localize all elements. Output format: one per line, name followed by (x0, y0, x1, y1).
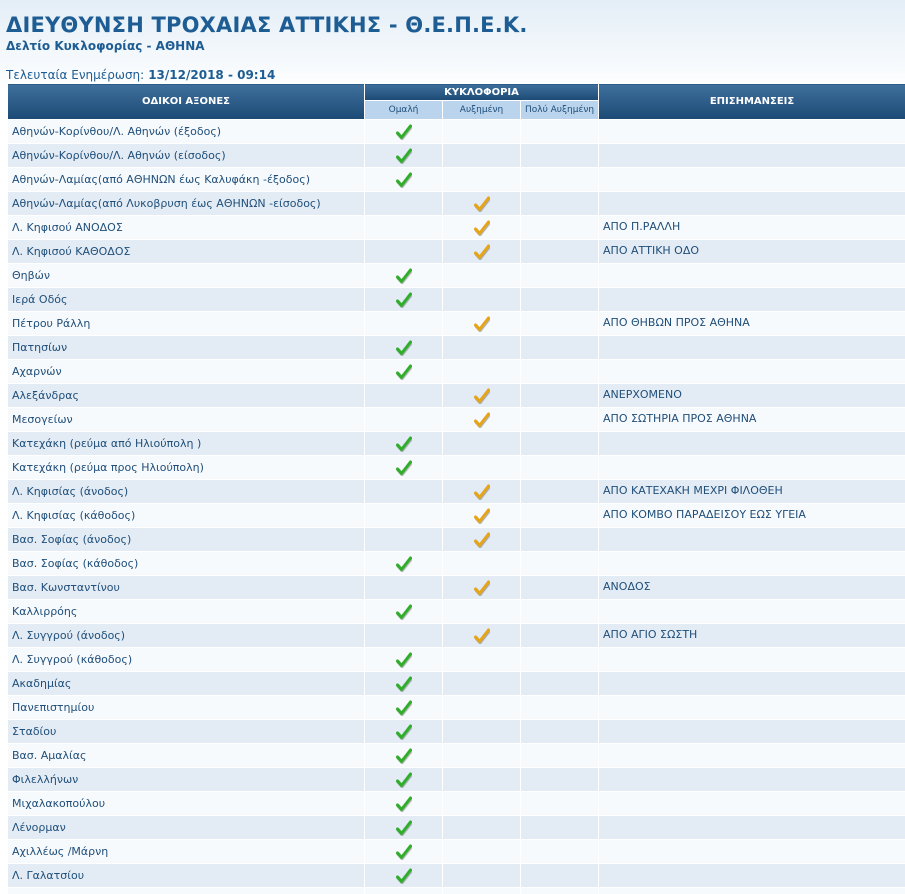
traffic-level-cell (443, 144, 521, 168)
traffic-level-cell (521, 552, 599, 576)
green-check-icon (396, 340, 412, 356)
road-name: Πανεπιστημίου (8, 696, 365, 720)
traffic-level-cell (443, 624, 521, 648)
table-row (8, 552, 905, 576)
table-row (8, 120, 905, 144)
traffic-level-cell (443, 792, 521, 816)
traffic-level-cell (521, 192, 599, 216)
road-note (599, 168, 905, 192)
traffic-level-cell (443, 840, 521, 864)
table-row (8, 576, 905, 600)
road-note (599, 720, 905, 744)
table-row (8, 528, 905, 552)
traffic-level-cell (365, 648, 443, 672)
traffic-level-cell (443, 240, 521, 264)
road-name: Βασ. Σοφίας (κάθοδος) (8, 552, 365, 576)
page-subtitle: Δελτίο Κυκλοφορίας - ΑΘΗΝΑ (6, 39, 205, 53)
road-name: Ιερά Οδός (8, 288, 365, 312)
traffic-level-cell (521, 240, 599, 264)
table-row (8, 288, 905, 312)
road-note (599, 600, 905, 624)
last-updated-value: 13/12/2018 - 09:14 (148, 68, 276, 82)
road-name: Βασ. Σοφίας (άνοδος) (8, 528, 365, 552)
traffic-level-cell (365, 672, 443, 696)
table-row (8, 408, 905, 432)
road-name: Πατησίων (8, 336, 365, 360)
road-note: ΑΠΟ ΑΤΤΙΚΗ ΟΔΟ (599, 240, 905, 264)
road-name: Αλεξάνδρας (8, 384, 365, 408)
orange-check-icon (474, 484, 490, 500)
traffic-level-cell (443, 768, 521, 792)
table-row (8, 672, 905, 696)
road-note (599, 792, 905, 816)
green-check-icon (396, 748, 412, 764)
traffic-level-cell (365, 696, 443, 720)
green-check-icon (396, 676, 412, 692)
traffic-level-cell (521, 744, 599, 768)
orange-check-icon (474, 196, 490, 212)
road-name: Βασ. Κωνσταντίνου (8, 576, 365, 600)
green-check-icon (396, 292, 412, 308)
traffic-level-cell (443, 744, 521, 768)
orange-check-icon (474, 412, 490, 428)
column-header-traffic: ΚΥΚΛΟΦΟΡΙΑ (365, 84, 599, 101)
traffic-table-header (8, 84, 905, 120)
table-row (8, 264, 905, 288)
road-note (599, 672, 905, 696)
road-note (599, 288, 905, 312)
traffic-level-cell (365, 720, 443, 744)
traffic-level-cell (443, 288, 521, 312)
road-name: Λ. Κηφισού ΑΝΟΔΟΣ (8, 216, 365, 240)
traffic-level-cell (521, 696, 599, 720)
table-row (8, 720, 905, 744)
green-check-icon (396, 772, 412, 788)
traffic-level-cell (521, 408, 599, 432)
traffic-level-cell (365, 552, 443, 576)
traffic-level-cell (365, 216, 443, 240)
road-note (599, 336, 905, 360)
traffic-level-cell (365, 456, 443, 480)
table-row (8, 744, 905, 768)
traffic-level-cell (521, 144, 599, 168)
traffic-level-cell (443, 120, 521, 144)
road-note (599, 528, 905, 552)
road-name: Καλλιρρόης (8, 600, 365, 624)
traffic-level-cell (521, 336, 599, 360)
traffic-level-cell (365, 576, 443, 600)
road-note (599, 264, 905, 288)
road-note (599, 696, 905, 720)
green-check-icon (396, 868, 412, 884)
traffic-level-cell (521, 312, 599, 336)
road-name: Αθηνών-Κορίνθου/Λ. Αθηνών (έξοδος) (8, 120, 365, 144)
traffic-level-cell (365, 504, 443, 528)
table-row (8, 816, 905, 840)
road-name: Αχιλλέως /Μάρνη (8, 840, 365, 864)
table-row (8, 336, 905, 360)
orange-check-icon (474, 580, 490, 596)
green-check-icon (396, 604, 412, 620)
table-row (8, 840, 905, 864)
road-note (599, 816, 905, 840)
table-row (8, 168, 905, 192)
traffic-level-cell (365, 192, 443, 216)
table-row (8, 240, 905, 264)
traffic-level-cell (365, 744, 443, 768)
road-name: Λ. Κηφισίας (άνοδος) (8, 480, 365, 504)
traffic-level-cell (365, 336, 443, 360)
table-row (8, 192, 905, 216)
road-note (599, 888, 905, 894)
traffic-level-cell (521, 672, 599, 696)
table-row (8, 696, 905, 720)
green-check-icon (396, 820, 412, 836)
column-header-normal: Ομαλή (365, 101, 443, 120)
traffic-level-cell (443, 360, 521, 384)
orange-check-icon (474, 244, 490, 260)
road-name: Μιχαλακοπούλου (8, 792, 365, 816)
traffic-level-cell (365, 144, 443, 168)
traffic-level-cell (365, 528, 443, 552)
road-note: ΑΠΟ ΑΓΙΟ ΣΩΣΤΗ (599, 624, 905, 648)
road-note (599, 192, 905, 216)
green-check-icon (396, 172, 412, 188)
road-note (599, 864, 905, 888)
orange-check-icon (474, 628, 490, 644)
traffic-level-cell (365, 624, 443, 648)
orange-check-icon (474, 220, 490, 236)
traffic-level-cell (365, 792, 443, 816)
orange-check-icon (474, 388, 490, 404)
traffic-level-cell (521, 840, 599, 864)
traffic-level-cell (521, 864, 599, 888)
traffic-level-cell (521, 432, 599, 456)
traffic-level-cell (443, 408, 521, 432)
table-row (8, 216, 905, 240)
green-check-icon (396, 460, 412, 476)
traffic-level-cell (365, 408, 443, 432)
traffic-level-cell (521, 624, 599, 648)
road-note: ΑΠΟ ΚΟΜΒΟ ΠΑΡΑΔΕΙΣΟΥ ΕΩΣ ΥΓΕΙΑ (599, 504, 905, 528)
traffic-level-cell (521, 120, 599, 144)
road-name: Αθηνών-Λαμίας(από ΑΘΗΝΩΝ έως Καλυφάκη -έξοδος) (8, 168, 365, 192)
road-name: Σταδίου (8, 720, 365, 744)
road-name: Λένορμαν (8, 816, 365, 840)
traffic-level-cell (521, 168, 599, 192)
traffic-level-cell (521, 216, 599, 240)
road-name: Αθηνών-Κορίνθου/Λ. Αθηνών (είσοδος) (8, 144, 365, 168)
table-row (8, 480, 905, 504)
traffic-level-cell (521, 384, 599, 408)
road-name: Λ. Συγγρού (άνοδος) (8, 624, 365, 648)
traffic-level-cell (443, 312, 521, 336)
road-name: Λ. Γαλατσίου (8, 864, 365, 888)
traffic-level-cell (443, 192, 521, 216)
traffic-level-cell (443, 648, 521, 672)
traffic-level-cell (443, 168, 521, 192)
table-row (8, 432, 905, 456)
table-row (8, 456, 905, 480)
traffic-level-cell (365, 360, 443, 384)
table-row (8, 864, 905, 888)
traffic-level-cell (443, 576, 521, 600)
traffic-table (7, 83, 905, 894)
traffic-level-cell (365, 168, 443, 192)
table-row (8, 600, 905, 624)
traffic-level-cell (521, 480, 599, 504)
road-name: Θηβών (8, 264, 365, 288)
traffic-level-cell (521, 720, 599, 744)
table-row (8, 504, 905, 528)
traffic-level-cell (443, 432, 521, 456)
traffic-level-cell (365, 432, 443, 456)
traffic-level-cell (365, 480, 443, 504)
traffic-level-cell (443, 552, 521, 576)
column-header-very-increased: Πολύ Αυξημένη (521, 101, 599, 120)
traffic-level-cell (521, 816, 599, 840)
traffic-level-cell (365, 288, 443, 312)
column-header-notes: ΕΠΙΣΗΜΑΝΣΕΙΣ (599, 84, 905, 120)
table-row (8, 888, 905, 894)
road-name: Βασ. Αμαλίας (8, 744, 365, 768)
road-note (599, 456, 905, 480)
road-note (599, 432, 905, 456)
traffic-level-cell (521, 888, 599, 894)
traffic-level-cell (365, 240, 443, 264)
road-name: Φιλελλήνων (8, 768, 365, 792)
column-header-roads: ΟΔΙΚΟΙ ΑΞΟΝΕΣ (8, 84, 365, 120)
orange-check-icon (474, 532, 490, 548)
table-row (8, 144, 905, 168)
orange-check-icon (474, 508, 490, 524)
traffic-level-cell (365, 384, 443, 408)
road-note (599, 744, 905, 768)
traffic-level-cell (365, 816, 443, 840)
road-name: Πέτρου Ράλλη (8, 312, 365, 336)
table-row (8, 312, 905, 336)
green-check-icon (396, 436, 412, 452)
green-check-icon (396, 268, 412, 284)
table-row (8, 624, 905, 648)
last-updated-label: Τελευταία Ενημέρωση: (6, 68, 145, 82)
traffic-level-cell (521, 576, 599, 600)
traffic-level-cell (443, 480, 521, 504)
traffic-level-cell (443, 216, 521, 240)
traffic-level-cell (443, 384, 521, 408)
traffic-level-cell (365, 768, 443, 792)
traffic-level-cell (443, 864, 521, 888)
page-title: ΔΙΕΥΘΥΝΣΗ ΤΡΟΧΑΙΑΣ ΑΤΤΙΚΗΣ - Θ.Ε.Π.Ε.Κ. (6, 13, 528, 37)
road-note (599, 768, 905, 792)
traffic-level-cell (443, 336, 521, 360)
green-check-icon (396, 364, 412, 380)
green-check-icon (396, 724, 412, 740)
road-note (599, 120, 905, 144)
traffic-level-cell (443, 672, 521, 696)
traffic-level-cell (443, 528, 521, 552)
traffic-level-cell (365, 120, 443, 144)
road-name: Αχαρνών (8, 360, 365, 384)
road-name: Λ. Κηφισίας (κάθοδος) (8, 504, 365, 528)
road-note (599, 648, 905, 672)
last-updated (6, 68, 275, 82)
road-note: ΑΠΟ ΚΑΤΕΧΑΚΗ ΜΕΧΡΙ ΦΙΛΟΘΕΗ (599, 480, 905, 504)
table-row (8, 768, 905, 792)
traffic-level-cell (521, 600, 599, 624)
road-name: Ακαδημίας (8, 672, 365, 696)
road-note: ΑΠΟ Π.ΡΑΛΛΗ (599, 216, 905, 240)
traffic-level-cell (521, 792, 599, 816)
traffic-level-cell (521, 768, 599, 792)
traffic-level-cell (521, 504, 599, 528)
traffic-level-cell (365, 600, 443, 624)
road-note (599, 840, 905, 864)
traffic-level-cell (521, 456, 599, 480)
road-name: Λ. Συγγρού (κάθοδος) (8, 648, 365, 672)
road-name: Κατεχάκη (ρεύμα προς Ηλιούπολη) (8, 456, 365, 480)
traffic-level-cell (443, 264, 521, 288)
road-note (599, 144, 905, 168)
traffic-level-cell (521, 528, 599, 552)
road-name: Κατεχάκη (ρεύμα από Ηλιούπολη ) (8, 432, 365, 456)
table-row (8, 792, 905, 816)
green-check-icon (396, 700, 412, 716)
road-note (599, 552, 905, 576)
road-name: Λ. Κηφισού ΚΑΘΟΔΟΣ (8, 240, 365, 264)
table-row (8, 360, 905, 384)
road-note: ΑΠΟ ΘΗΒΩΝ ΠΡΟΣ ΑΘΗΝΑ (599, 312, 905, 336)
green-check-icon (396, 796, 412, 812)
green-check-icon (396, 148, 412, 164)
traffic-level-cell (443, 600, 521, 624)
traffic-level-cell (521, 264, 599, 288)
traffic-level-cell (365, 264, 443, 288)
green-check-icon (396, 556, 412, 572)
table-row (8, 384, 905, 408)
traffic-level-cell (443, 816, 521, 840)
green-check-icon (396, 124, 412, 140)
green-check-icon (396, 844, 412, 860)
traffic-level-cell (365, 840, 443, 864)
road-name: Μεσογείων (8, 408, 365, 432)
traffic-table-body (8, 120, 905, 894)
traffic-level-cell (443, 696, 521, 720)
column-header-increased: Αυξημένη (443, 101, 521, 120)
road-note: ΑΝΟΔΟΣ (599, 576, 905, 600)
traffic-level-cell (443, 720, 521, 744)
traffic-level-cell (365, 888, 443, 894)
road-note (599, 360, 905, 384)
traffic-level-cell (443, 888, 521, 894)
traffic-level-cell (443, 456, 521, 480)
traffic-level-cell (365, 864, 443, 888)
traffic-level-cell (521, 360, 599, 384)
traffic-level-cell (365, 312, 443, 336)
traffic-level-cell (521, 288, 599, 312)
road-note: ΑΠΟ ΣΩΤΗΡΙΑ ΠΡΟΣ ΑΘΗΝΑ (599, 408, 905, 432)
road-note: ΑΝΕΡΧΟΜΕΝΟ (599, 384, 905, 408)
traffic-level-cell (521, 648, 599, 672)
road-name (8, 888, 365, 894)
table-row (8, 648, 905, 672)
green-check-icon (396, 652, 412, 668)
traffic-level-cell (443, 504, 521, 528)
road-name: Αθηνών-Λαμίας(από Λυκοβρυση έως ΑΘΗΝΩΝ -είσοδος) (8, 192, 365, 216)
orange-check-icon (474, 316, 490, 332)
